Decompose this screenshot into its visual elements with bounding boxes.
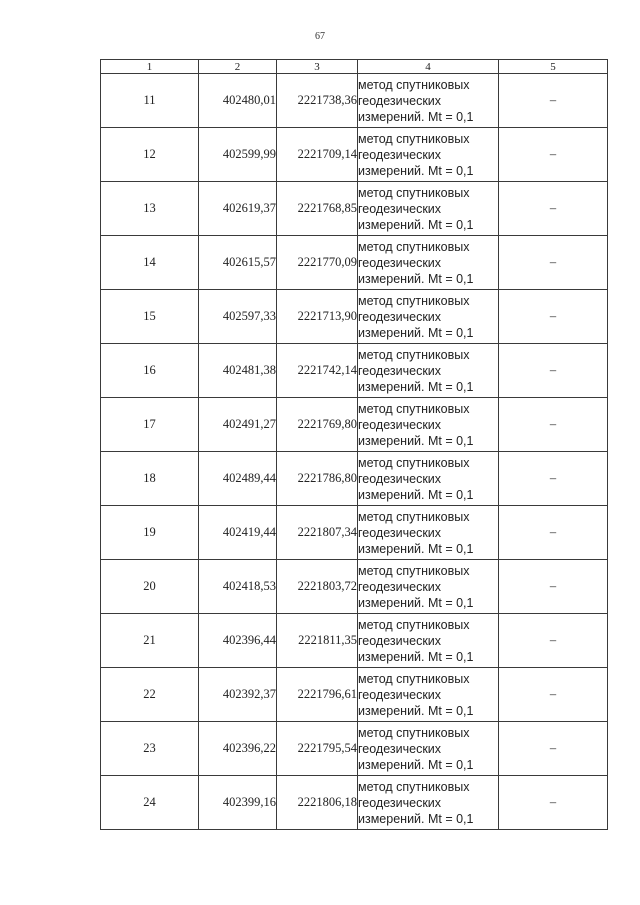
coordinate-x: 402599,99 — [199, 128, 277, 182]
column-header-1: 1 — [101, 60, 199, 74]
coordinate-y: 2221738,36 — [277, 74, 358, 128]
method-line-2: геодезических — [358, 255, 442, 270]
point-number: 11 — [101, 74, 199, 128]
method-line-3: измерений. Mt = 0,1 — [358, 487, 474, 502]
point-number: 12 — [101, 128, 199, 182]
method-line-1: метод спутниковых — [358, 347, 470, 362]
method-line-3: измерений. Mt = 0,1 — [358, 109, 474, 124]
point-number: 13 — [101, 182, 199, 236]
coordinate-x: 402418,53 — [199, 560, 277, 614]
coordinate-y: 2221803,72 — [277, 560, 358, 614]
point-number: 21 — [101, 614, 199, 668]
method-line-2: геодезических — [358, 795, 442, 810]
column-5-value: – — [499, 506, 608, 560]
measurement-method — [358, 398, 499, 452]
measurement-method — [358, 128, 499, 182]
point-number: 22 — [101, 668, 199, 722]
table-row — [101, 722, 608, 776]
page-number: 67 — [315, 31, 325, 42]
column-5-value: – — [499, 398, 608, 452]
point-number: 17 — [101, 398, 199, 452]
coordinate-x: 402396,44 — [199, 614, 277, 668]
measurement-method — [358, 722, 499, 776]
coordinate-y: 2221713,90 — [277, 290, 358, 344]
method-line-3: измерений. Mt = 0,1 — [358, 163, 474, 178]
column-5-value: – — [499, 128, 608, 182]
method-line-1: метод спутниковых — [358, 239, 470, 254]
method-line-1: метод спутниковых — [358, 293, 470, 308]
point-number: 18 — [101, 452, 199, 506]
method-line-2: геодезических — [358, 525, 442, 540]
column-header-3: 3 — [277, 60, 358, 74]
table-row — [101, 506, 608, 560]
point-number: 16 — [101, 344, 199, 398]
method-line-1: метод спутниковых — [358, 401, 470, 416]
coordinate-y: 2221796,61 — [277, 668, 358, 722]
method-line-1: метод спутниковых — [358, 563, 470, 578]
method-line-2: геодезических — [358, 579, 442, 594]
coordinate-y: 2221770,09 — [277, 236, 358, 290]
table-row — [101, 182, 608, 236]
method-line-3: измерений. Mt = 0,1 — [358, 541, 474, 556]
column-5-value: – — [499, 182, 608, 236]
method-line-2: геодезических — [358, 471, 442, 486]
column-header-4: 4 — [358, 60, 499, 74]
table-body — [101, 74, 608, 830]
column-5-value: – — [499, 290, 608, 344]
method-line-3: измерений. Mt = 0,1 — [358, 811, 474, 826]
table-row — [101, 344, 608, 398]
column-header-5: 5 — [499, 60, 608, 74]
point-number: 14 — [101, 236, 199, 290]
table-row — [101, 128, 608, 182]
method-line-3: измерений. Mt = 0,1 — [358, 217, 474, 232]
coordinate-y: 2221709,14 — [277, 128, 358, 182]
coordinate-x: 402619,37 — [199, 182, 277, 236]
coordinate-x: 402480,01 — [199, 74, 277, 128]
method-line-2: геодезических — [358, 147, 442, 162]
table-row — [101, 236, 608, 290]
coordinate-y: 2221742,14 — [277, 344, 358, 398]
measurement-method — [358, 236, 499, 290]
method-line-3: измерений. Mt = 0,1 — [358, 595, 474, 610]
method-line-1: метод спутниковых — [358, 185, 470, 200]
coordinate-y: 2221769,80 — [277, 398, 358, 452]
table-header-row — [101, 60, 608, 74]
method-line-2: геодезических — [358, 93, 442, 108]
coordinate-x: 402481,38 — [199, 344, 277, 398]
table-row — [101, 290, 608, 344]
coordinates-table — [100, 59, 608, 830]
method-line-3: измерений. Mt = 0,1 — [358, 703, 474, 718]
coordinate-x: 402392,37 — [199, 668, 277, 722]
measurement-method — [358, 776, 499, 830]
method-line-3: измерений. Mt = 0,1 — [358, 433, 474, 448]
measurement-method — [358, 74, 499, 128]
method-line-3: измерений. Mt = 0,1 — [358, 325, 474, 340]
method-line-2: геодезических — [358, 417, 442, 432]
column-header-2: 2 — [199, 60, 277, 74]
method-line-1: метод спутниковых — [358, 779, 470, 794]
method-line-3: измерений. Mt = 0,1 — [358, 757, 474, 772]
coordinate-y: 2221811,35 — [277, 614, 358, 668]
method-line-2: геодезических — [358, 309, 442, 324]
point-number: 19 — [101, 506, 199, 560]
table-row — [101, 668, 608, 722]
method-line-1: метод спутниковых — [358, 617, 470, 632]
method-line-2: геодезических — [358, 687, 442, 702]
coordinate-x: 402491,27 — [199, 398, 277, 452]
column-5-value: – — [499, 614, 608, 668]
method-line-3: измерений. Mt = 0,1 — [358, 649, 474, 664]
method-line-2: геодезических — [358, 201, 442, 216]
method-line-1: метод спутниковых — [358, 131, 470, 146]
method-line-3: измерений. Mt = 0,1 — [358, 379, 474, 394]
method-line-1: метод спутниковых — [358, 509, 470, 524]
method-line-2: геодезических — [358, 633, 442, 648]
table-row — [101, 614, 608, 668]
coordinate-y: 2221795,54 — [277, 722, 358, 776]
method-line-3: измерений. Mt = 0,1 — [358, 271, 474, 286]
method-line-1: метод спутниковых — [358, 77, 470, 92]
point-number: 23 — [101, 722, 199, 776]
point-number: 20 — [101, 560, 199, 614]
method-line-1: метод спутниковых — [358, 725, 470, 740]
measurement-method — [358, 290, 499, 344]
coordinate-y: 2221806,18 — [277, 776, 358, 830]
measurement-method — [358, 506, 499, 560]
table-row — [101, 776, 608, 830]
measurement-method — [358, 344, 499, 398]
point-number: 15 — [101, 290, 199, 344]
column-5-value: – — [499, 776, 608, 830]
coordinate-x: 402399,16 — [199, 776, 277, 830]
table-row — [101, 560, 608, 614]
method-line-1: метод спутниковых — [358, 455, 470, 470]
column-5-value: – — [499, 560, 608, 614]
coordinate-x: 402396,22 — [199, 722, 277, 776]
method-line-1: метод спутниковых — [358, 671, 470, 686]
measurement-method — [358, 452, 499, 506]
coordinate-x: 402489,44 — [199, 452, 277, 506]
method-line-2: геодезических — [358, 741, 442, 756]
column-5-value: – — [499, 74, 608, 128]
column-5-value: – — [499, 722, 608, 776]
measurement-method — [358, 668, 499, 722]
measurement-method — [358, 182, 499, 236]
column-5-value: – — [499, 668, 608, 722]
coordinate-x: 402419,44 — [199, 506, 277, 560]
measurement-method — [358, 614, 499, 668]
coordinate-x: 402615,57 — [199, 236, 277, 290]
table-row — [101, 74, 608, 128]
coordinate-y: 2221807,34 — [277, 506, 358, 560]
table-row — [101, 452, 608, 506]
method-line-2: геодезических — [358, 363, 442, 378]
table-row — [101, 398, 608, 452]
column-5-value: – — [499, 452, 608, 506]
column-5-value: – — [499, 236, 608, 290]
column-5-value: – — [499, 344, 608, 398]
point-number: 24 — [101, 776, 199, 830]
measurement-method — [358, 560, 499, 614]
coordinate-x: 402597,33 — [199, 290, 277, 344]
coordinate-y: 2221768,85 — [277, 182, 358, 236]
coordinate-y: 2221786,80 — [277, 452, 358, 506]
